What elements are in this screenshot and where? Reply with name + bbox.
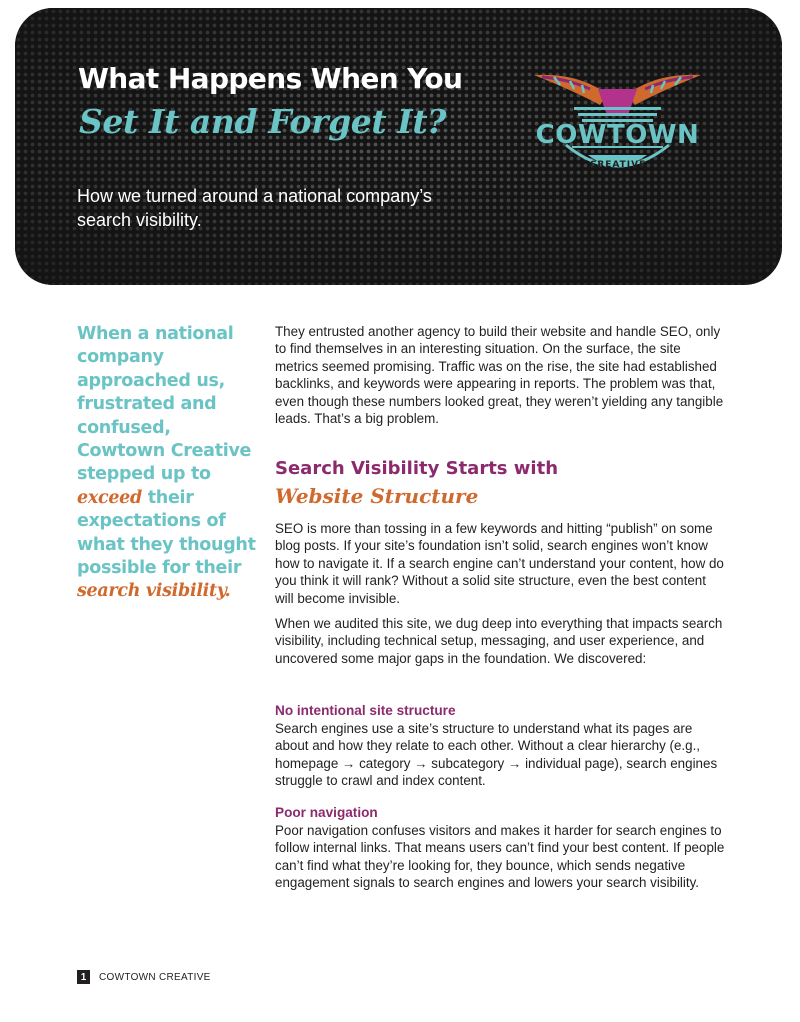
audit-paragraph: When we audited this site, we dug deep into everything that impacts search visibility, including technical setup, messaging, and user experience, and uncovered some major gaps in the foundation. We discovered: [275, 616, 723, 666]
pull-quote-text-1: When a national company approached us, frustrated and confused, Cowtown Creative stepped up to [77, 324, 252, 485]
longhorn-logo-icon [530, 63, 705, 183]
page-number: 1 [77, 970, 90, 984]
logo-tagline: CREATIVE [589, 160, 647, 170]
pull-quote-text-2: their expectations of what they thought possible for their [77, 487, 256, 579]
finding-text-site-structure: Search engines use a site’s structure to understand what its pages are about and how they relate to each other. Without a clear hierarchy (e.g., homepage → category → subcategory → individual page), search engines struggle to crawl and index content. [275, 721, 718, 789]
hero-banner [15, 8, 782, 285]
footer-label: COWTOWN CREATIVE [99, 971, 211, 983]
pull-quote-emphasis-exceed: exceed [77, 487, 142, 508]
pull-quote-emphasis-search-visibility: search visibility. [77, 581, 231, 602]
hero-title-line-1: What Happens When You [78, 62, 463, 95]
page-footer [77, 970, 211, 984]
pull-quote [77, 323, 257, 604]
section-title-line-1: Search Visibility Starts with [275, 458, 559, 479]
finding-heading-navigation: Poor navigation [275, 805, 378, 820]
finding-text-navigation: Poor navigation confuses visitors and makes it harder for search engines to follow internal links. That means users can’t find your best content. If people can’t find what they’re looking for, they bounce, which sends negative engagement signals to search engines and lowers your search visibility. [275, 823, 725, 891]
seo-paragraph: SEO is more than tossing in a few keywords and hitting “publish” on some blog posts. If your site’s foundation isn’t solid, search engines won’t know how to navigate it. If a search engine can’t understand your content, how do you think it will rank? Without a solid site structure, even the best content will become invisible. [275, 521, 724, 606]
section-title-line-2: Website Structure [275, 484, 479, 508]
cowtown-creative-logo [530, 63, 705, 183]
intro-paragraph: They entrusted another agency to build their website and handle SEO, only to find themselves in an interesting situation. On the surface, the site metrics seemed promising. Traffic was on the rise, the site had established backlinks, and keywords were appearing in reports. The problem was that, even though these numbers looked great, they weren’t yielding any tangible leads. That’s a big problem. [275, 324, 724, 427]
hero-subtitle: How we turned around a national company’s search visibility. [77, 186, 432, 230]
finding-heading-site-structure: No intentional site structure [275, 703, 456, 718]
logo-wordmark: COWTOWN [535, 120, 700, 150]
hero-title-line-2: Set It and Forget It? [79, 102, 447, 141]
